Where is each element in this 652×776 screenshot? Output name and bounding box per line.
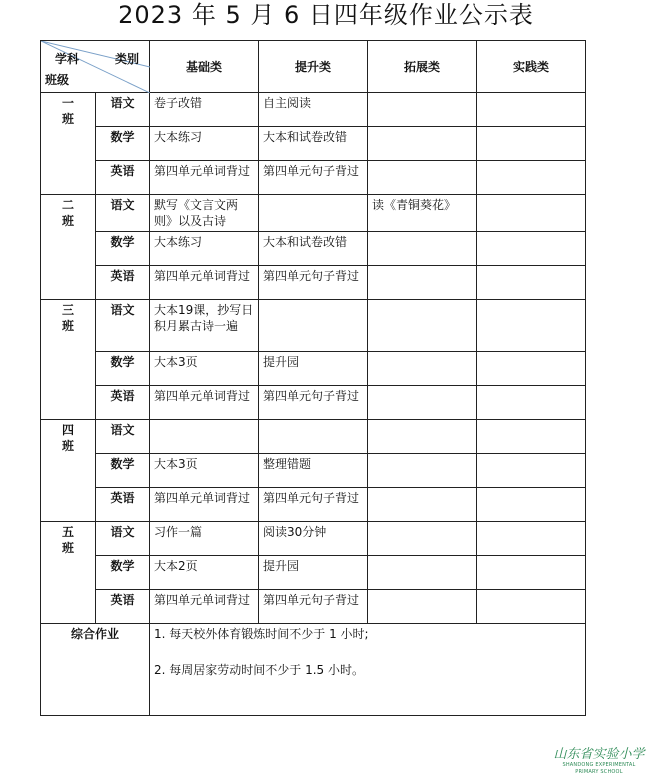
- subject-cell: 数学: [96, 232, 150, 266]
- table-row: [41, 522, 586, 556]
- homework-cell-basic: 大本2页: [150, 556, 259, 590]
- subject-cell: 数学: [96, 454, 150, 488]
- class-name-char: 班: [61, 319, 74, 333]
- subject-cell: 数学: [96, 127, 150, 161]
- subject-cell: 语文: [96, 195, 150, 232]
- homework-cell-advanced: 大本和试卷改错: [259, 232, 368, 266]
- homework-cell-advanced: 第四单元句子背过: [259, 266, 368, 300]
- homework-cell-basic: 大本3页: [150, 352, 259, 386]
- table-row: [41, 93, 586, 127]
- table-row: [41, 161, 586, 195]
- summary-item: 2. 每周居家劳动时间不少于 1.5 小时。: [154, 663, 364, 677]
- column-header-practice: 实践类: [477, 41, 586, 93]
- subject-cell: 英语: [96, 590, 150, 624]
- homework-cell-basic: 第四单元单词背过: [150, 266, 259, 300]
- class-name-cell: [41, 93, 96, 195]
- table-row: [41, 386, 586, 420]
- school-logo-subtitle: SHANDONG EXPERIMENTAL PRIMARY SCHOOL: [562, 762, 636, 775]
- homework-cell-practice: [477, 386, 586, 420]
- homework-cell-advanced: [259, 300, 368, 352]
- homework-cell-extended: [368, 522, 477, 556]
- table-row: [41, 488, 586, 522]
- class-name-char: 一: [61, 96, 74, 110]
- homework-cell-advanced: 第四单元句子背过: [259, 161, 368, 195]
- page-title: 2023 年 5 月 6 日四年级作业公示表: [118, 1, 534, 29]
- subject-cell: 数学: [96, 556, 150, 590]
- homework-cell-extended: [368, 232, 477, 266]
- subject-cell: 语文: [96, 420, 150, 454]
- homework-cell-advanced: 提升园: [259, 556, 368, 590]
- class-name-char: 班: [61, 541, 74, 555]
- homework-cell-advanced: 大本和试卷改错: [259, 127, 368, 161]
- class-name-char: 二: [61, 198, 74, 212]
- homework-cell-basic: 第四单元单词背过: [150, 590, 259, 624]
- summary-item: 1. 每天校外体育锻炼时间不少于 1 小时;: [154, 627, 369, 641]
- homework-cell-extended: [368, 386, 477, 420]
- homework-cell-basic: 习作一篇: [150, 522, 259, 556]
- homework-cell-practice: [477, 161, 586, 195]
- homework-cell-practice: [477, 232, 586, 266]
- column-header-extended: 拓展类: [368, 41, 477, 93]
- homework-cell-basic: 大本练习: [150, 232, 259, 266]
- summary-label: 综合作业: [41, 624, 150, 716]
- homework-cell-advanced: 自主阅读: [259, 93, 368, 127]
- subject-cell: 语文: [96, 93, 150, 127]
- homework-cell-extended: [368, 300, 477, 352]
- corner-class-label: 班级: [45, 73, 70, 87]
- homework-cell-extended: [368, 93, 477, 127]
- table-row: [41, 127, 586, 161]
- homework-cell-extended: [368, 352, 477, 386]
- homework-cell-practice: [477, 488, 586, 522]
- homework-cell-practice: [477, 590, 586, 624]
- table-row: [41, 300, 586, 352]
- homework-cell-basic: 大本19课，抄写日积月累古诗一遍: [150, 300, 259, 352]
- header-row: [41, 41, 586, 93]
- homework-cell-extended: [368, 454, 477, 488]
- homework-cell-basic: [150, 420, 259, 454]
- homework-cell-practice: [477, 266, 586, 300]
- homework-cell-practice: [477, 420, 586, 454]
- class-name-char: 三: [61, 303, 74, 317]
- subject-cell: 英语: [96, 488, 150, 522]
- homework-cell-extended: [368, 420, 477, 454]
- homework-table: [40, 40, 586, 716]
- class-name-char: 班: [61, 214, 74, 228]
- subject-cell: 英语: [96, 386, 150, 420]
- homework-cell-practice: [477, 300, 586, 352]
- class-name-char: 班: [61, 112, 74, 126]
- homework-cell-basic: 卷子改错: [150, 93, 259, 127]
- school-logo-name: 山东省实验小学: [553, 747, 645, 762]
- table-row: [41, 195, 586, 232]
- homework-cell-extended: [368, 266, 477, 300]
- class-name-cell: [41, 522, 96, 624]
- subject-cell: 语文: [96, 300, 150, 352]
- class-name-cell: [41, 195, 96, 300]
- column-header-advanced: 提升类: [259, 41, 368, 93]
- table-row: [41, 454, 586, 488]
- homework-cell-extended: 读《青铜葵花》: [368, 195, 477, 232]
- homework-cell-practice: [477, 127, 586, 161]
- homework-cell-extended: [368, 161, 477, 195]
- homework-cell-advanced: 阅读30分钟: [259, 522, 368, 556]
- homework-cell-practice: [477, 556, 586, 590]
- homework-cell-extended: [368, 488, 477, 522]
- homework-cell-advanced: 第四单元句子背过: [259, 386, 368, 420]
- table-row: [41, 352, 586, 386]
- table-row: [41, 232, 586, 266]
- class-name-cell: [41, 300, 96, 420]
- class-name-char: 四: [61, 423, 74, 437]
- corner-header: [41, 41, 150, 93]
- summary-row: [41, 624, 586, 716]
- homework-cell-extended: [368, 127, 477, 161]
- class-name-cell: [41, 420, 96, 522]
- table-row: [41, 556, 586, 590]
- homework-cell-practice: [477, 93, 586, 127]
- homework-cell-advanced: 整理错题: [259, 454, 368, 488]
- homework-cell-advanced: 第四单元句子背过: [259, 488, 368, 522]
- homework-cell-basic: 第四单元单词背过: [150, 488, 259, 522]
- homework-cell-practice: [477, 522, 586, 556]
- subject-cell: 数学: [96, 352, 150, 386]
- subject-cell: 英语: [96, 266, 150, 300]
- table-row: [41, 266, 586, 300]
- homework-cell-basic: 大本练习: [150, 127, 259, 161]
- homework-cell-practice: [477, 352, 586, 386]
- homework-cell-basic: 第四单元单词背过: [150, 386, 259, 420]
- subject-cell: 英语: [96, 161, 150, 195]
- column-header-basic: 基础类: [150, 41, 259, 93]
- homework-cell-advanced: [259, 195, 368, 232]
- homework-cell-practice: [477, 454, 586, 488]
- table-body: [41, 93, 586, 624]
- homework-cell-advanced: 第四单元句子背过: [259, 590, 368, 624]
- summary-content: [150, 624, 586, 716]
- table-row: [41, 420, 586, 454]
- homework-cell-basic: 大本3页: [150, 454, 259, 488]
- class-name-char: 班: [61, 439, 74, 453]
- homework-cell-basic: 第四单元单词背过: [150, 161, 259, 195]
- corner-subject-label: 学科: [55, 52, 80, 66]
- school-logo: [552, 747, 646, 775]
- homework-cell-basic: 默写《文言文两则》以及古诗: [150, 195, 259, 232]
- homework-cell-advanced: [259, 420, 368, 454]
- homework-cell-practice: [477, 195, 586, 232]
- corner-category-label: 类别: [114, 52, 139, 66]
- homework-cell-extended: [368, 590, 477, 624]
- table-row: [41, 590, 586, 624]
- subject-cell: 语文: [96, 522, 150, 556]
- homework-cell-advanced: 提升园: [259, 352, 368, 386]
- class-name-char: 五: [61, 525, 74, 539]
- homework-cell-extended: [368, 556, 477, 590]
